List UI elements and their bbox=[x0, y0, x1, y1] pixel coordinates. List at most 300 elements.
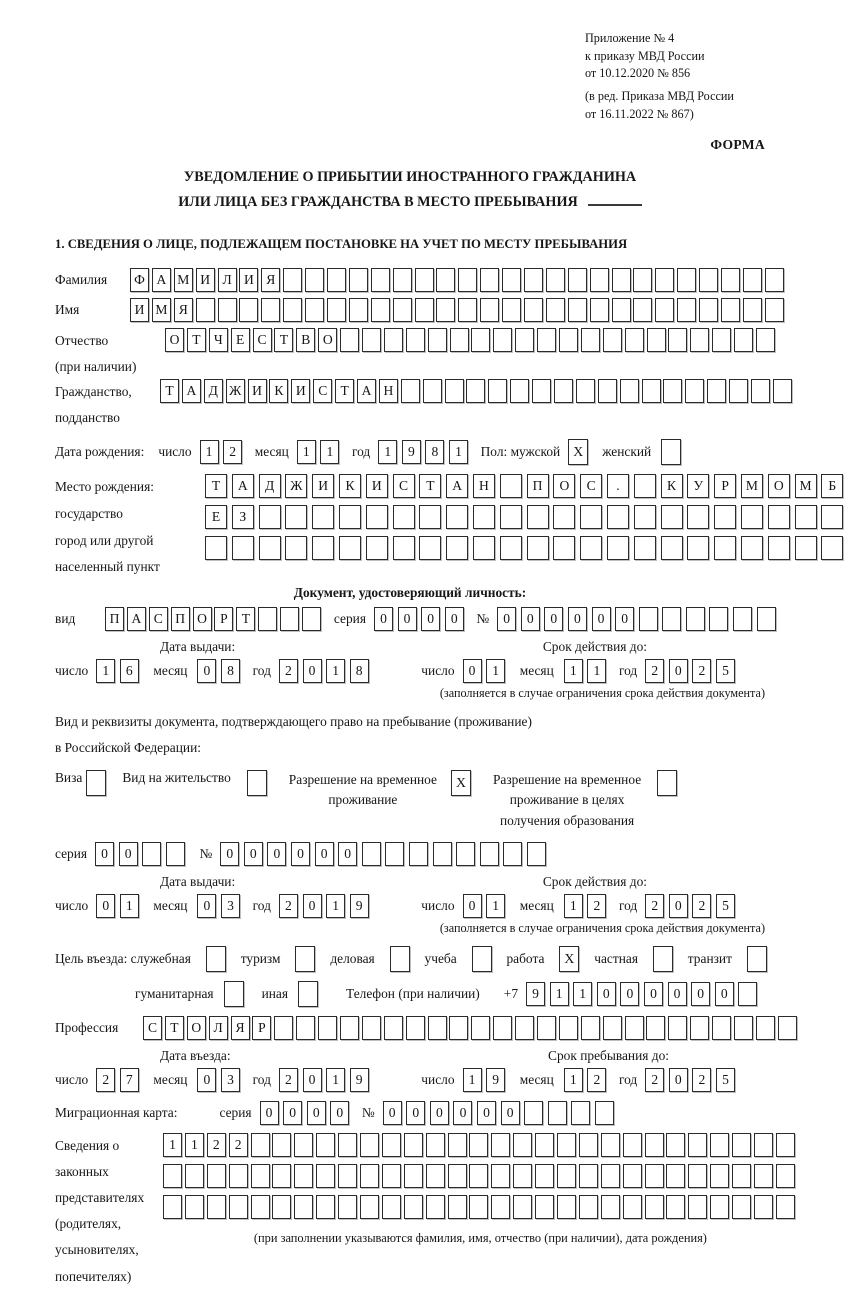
char-cell[interactable]: 2 bbox=[692, 1068, 711, 1092]
char-cell[interactable]: 0 bbox=[338, 842, 357, 866]
char-cell[interactable] bbox=[362, 1016, 381, 1040]
char-cell[interactable]: Р bbox=[252, 1016, 271, 1040]
char-cell[interactable]: Р bbox=[214, 607, 233, 631]
char-cell[interactable] bbox=[623, 1133, 642, 1157]
char-cell[interactable] bbox=[415, 268, 434, 292]
char-cell[interactable]: 3 bbox=[221, 1068, 240, 1092]
char-cell[interactable] bbox=[795, 536, 817, 560]
char-cell[interactable] bbox=[218, 298, 237, 322]
char-cell[interactable] bbox=[751, 379, 770, 403]
char-cell[interactable] bbox=[338, 1133, 357, 1157]
char-cell[interactable] bbox=[285, 505, 307, 529]
purpose-study-checkbox[interactable] bbox=[472, 946, 492, 972]
char-cell[interactable]: К bbox=[269, 379, 288, 403]
char-cell[interactable] bbox=[535, 1195, 554, 1219]
char-cell[interactable]: 0 bbox=[283, 1101, 302, 1125]
char-cell[interactable]: 1 bbox=[163, 1133, 182, 1157]
char-cell[interactable] bbox=[821, 536, 843, 560]
char-cell[interactable] bbox=[503, 842, 522, 866]
char-cell[interactable] bbox=[738, 982, 757, 1006]
char-cell[interactable] bbox=[423, 379, 442, 403]
char-cell[interactable] bbox=[598, 379, 617, 403]
char-cell[interactable] bbox=[666, 1133, 685, 1157]
char-cell[interactable]: 0 bbox=[267, 842, 286, 866]
char-cell[interactable]: 0 bbox=[463, 659, 482, 683]
char-cell[interactable]: С bbox=[149, 607, 168, 631]
char-cell[interactable] bbox=[360, 1164, 379, 1188]
char-cell[interactable]: 2 bbox=[587, 894, 606, 918]
char-cell[interactable] bbox=[362, 328, 381, 352]
char-cell[interactable] bbox=[524, 1101, 543, 1125]
char-cell[interactable] bbox=[686, 607, 705, 631]
char-cell[interactable]: С bbox=[253, 328, 272, 352]
char-cell[interactable] bbox=[553, 536, 575, 560]
char-cell[interactable]: 9 bbox=[350, 1068, 369, 1092]
char-cell[interactable] bbox=[714, 505, 736, 529]
char-cell[interactable] bbox=[316, 1195, 335, 1219]
char-cell[interactable] bbox=[285, 536, 307, 560]
char-cell[interactable] bbox=[623, 1195, 642, 1219]
char-cell[interactable] bbox=[280, 607, 299, 631]
char-cell[interactable] bbox=[446, 536, 468, 560]
char-cell[interactable]: О bbox=[553, 474, 575, 498]
char-cell[interactable]: 1 bbox=[200, 440, 219, 464]
char-cell[interactable] bbox=[661, 505, 683, 529]
char-cell[interactable]: С bbox=[143, 1016, 162, 1040]
char-cell[interactable]: В bbox=[296, 328, 315, 352]
char-cell[interactable] bbox=[634, 474, 656, 498]
char-cell[interactable] bbox=[579, 1164, 598, 1188]
char-cell[interactable] bbox=[677, 298, 696, 322]
char-cell[interactable] bbox=[607, 505, 629, 529]
visa-checkbox[interactable] bbox=[86, 770, 106, 796]
char-cell[interactable] bbox=[239, 298, 258, 322]
char-cell[interactable] bbox=[527, 536, 549, 560]
char-cell[interactable] bbox=[768, 536, 790, 560]
char-cell[interactable]: М bbox=[174, 268, 193, 292]
char-cell[interactable]: У bbox=[687, 474, 709, 498]
char-cell[interactable] bbox=[251, 1164, 270, 1188]
char-cell[interactable] bbox=[601, 1195, 620, 1219]
char-cell[interactable]: 0 bbox=[568, 607, 587, 631]
char-cell[interactable] bbox=[741, 505, 763, 529]
char-cell[interactable] bbox=[524, 298, 543, 322]
char-cell[interactable]: 8 bbox=[221, 659, 240, 683]
char-cell[interactable] bbox=[559, 328, 578, 352]
char-cell[interactable]: 0 bbox=[620, 982, 639, 1006]
char-cell[interactable] bbox=[677, 268, 696, 292]
char-cell[interactable]: 0 bbox=[691, 982, 710, 1006]
char-cell[interactable] bbox=[404, 1133, 423, 1157]
char-cell[interactable]: 1 bbox=[120, 894, 139, 918]
char-cell[interactable] bbox=[142, 842, 161, 866]
char-cell[interactable]: 2 bbox=[692, 659, 711, 683]
char-cell[interactable] bbox=[491, 1164, 510, 1188]
char-cell[interactable]: А bbox=[127, 607, 146, 631]
char-cell[interactable]: О bbox=[768, 474, 790, 498]
char-cell[interactable] bbox=[546, 298, 565, 322]
char-cell[interactable] bbox=[546, 268, 565, 292]
char-cell[interactable] bbox=[419, 505, 441, 529]
char-cell[interactable] bbox=[419, 536, 441, 560]
rvp-education-checkbox[interactable] bbox=[657, 770, 677, 796]
char-cell[interactable]: 0 bbox=[303, 659, 322, 683]
char-cell[interactable] bbox=[272, 1195, 291, 1219]
char-cell[interactable]: 2 bbox=[587, 1068, 606, 1092]
purpose-transit-checkbox[interactable] bbox=[747, 946, 767, 972]
char-cell[interactable] bbox=[382, 1133, 401, 1157]
char-cell[interactable] bbox=[754, 1164, 773, 1188]
char-cell[interactable] bbox=[685, 379, 704, 403]
char-cell[interactable] bbox=[404, 1195, 423, 1219]
char-cell[interactable]: 1 bbox=[564, 894, 583, 918]
char-cell[interactable]: 0 bbox=[291, 842, 310, 866]
char-cell[interactable]: З bbox=[232, 505, 254, 529]
char-cell[interactable] bbox=[340, 328, 359, 352]
char-cell[interactable] bbox=[515, 328, 534, 352]
char-cell[interactable]: 0 bbox=[220, 842, 239, 866]
char-cell[interactable] bbox=[734, 328, 753, 352]
char-cell[interactable] bbox=[488, 379, 507, 403]
char-cell[interactable] bbox=[568, 298, 587, 322]
char-cell[interactable] bbox=[316, 1164, 335, 1188]
char-cell[interactable] bbox=[272, 1164, 291, 1188]
char-cell[interactable]: 2 bbox=[279, 1068, 298, 1092]
char-cell[interactable]: 1 bbox=[564, 659, 583, 683]
char-cell[interactable]: Д bbox=[204, 379, 223, 403]
char-cell[interactable] bbox=[645, 1164, 664, 1188]
char-cell[interactable] bbox=[620, 379, 639, 403]
char-cell[interactable] bbox=[642, 379, 661, 403]
char-cell[interactable] bbox=[554, 379, 573, 403]
char-cell[interactable]: 2 bbox=[207, 1133, 226, 1157]
char-cell[interactable] bbox=[601, 1133, 620, 1157]
purpose-humanitarian-checkbox[interactable] bbox=[224, 981, 244, 1007]
char-cell[interactable] bbox=[645, 1195, 664, 1219]
char-cell[interactable] bbox=[557, 1133, 576, 1157]
char-cell[interactable]: Е bbox=[205, 505, 227, 529]
char-cell[interactable]: 9 bbox=[350, 894, 369, 918]
char-cell[interactable] bbox=[756, 1016, 775, 1040]
char-cell[interactable] bbox=[491, 1195, 510, 1219]
char-cell[interactable] bbox=[732, 1133, 751, 1157]
char-cell[interactable] bbox=[433, 842, 452, 866]
char-cell[interactable]: 0 bbox=[421, 607, 440, 631]
char-cell[interactable]: С bbox=[393, 474, 415, 498]
char-cell[interactable] bbox=[502, 268, 521, 292]
char-cell[interactable]: 0 bbox=[197, 894, 216, 918]
char-cell[interactable] bbox=[568, 268, 587, 292]
char-cell[interactable] bbox=[163, 1164, 182, 1188]
char-cell[interactable] bbox=[795, 505, 817, 529]
char-cell[interactable] bbox=[229, 1164, 248, 1188]
char-cell[interactable] bbox=[729, 379, 748, 403]
char-cell[interactable] bbox=[491, 1133, 510, 1157]
char-cell[interactable] bbox=[349, 298, 368, 322]
char-cell[interactable]: 0 bbox=[398, 607, 417, 631]
char-cell[interactable]: 0 bbox=[307, 1101, 326, 1125]
char-cell[interactable] bbox=[480, 842, 499, 866]
char-cell[interactable] bbox=[732, 1195, 751, 1219]
char-cell[interactable] bbox=[305, 298, 324, 322]
purpose-official-checkbox[interactable] bbox=[206, 946, 226, 972]
char-cell[interactable]: С bbox=[580, 474, 602, 498]
char-cell[interactable] bbox=[634, 505, 656, 529]
char-cell[interactable]: 9 bbox=[402, 440, 421, 464]
char-cell[interactable] bbox=[294, 1133, 313, 1157]
char-cell[interactable]: И bbox=[130, 298, 149, 322]
char-cell[interactable] bbox=[707, 379, 726, 403]
char-cell[interactable]: 0 bbox=[330, 1101, 349, 1125]
char-cell[interactable] bbox=[699, 268, 718, 292]
char-cell[interactable]: Л bbox=[209, 1016, 228, 1040]
char-cell[interactable]: Я bbox=[174, 298, 193, 322]
char-cell[interactable]: С bbox=[313, 379, 332, 403]
char-cell[interactable] bbox=[768, 505, 790, 529]
char-cell[interactable]: 0 bbox=[521, 607, 540, 631]
char-cell[interactable]: 2 bbox=[692, 894, 711, 918]
char-cell[interactable] bbox=[406, 328, 425, 352]
char-cell[interactable]: 0 bbox=[303, 894, 322, 918]
char-cell[interactable]: 1 bbox=[185, 1133, 204, 1157]
char-cell[interactable] bbox=[207, 1164, 226, 1188]
char-cell[interactable] bbox=[690, 1016, 709, 1040]
char-cell[interactable]: 0 bbox=[644, 982, 663, 1006]
char-cell[interactable]: И bbox=[312, 474, 334, 498]
char-cell[interactable] bbox=[733, 607, 752, 631]
char-cell[interactable]: Т bbox=[165, 1016, 184, 1040]
char-cell[interactable] bbox=[668, 1016, 687, 1040]
char-cell[interactable] bbox=[302, 607, 321, 631]
char-cell[interactable] bbox=[339, 505, 361, 529]
char-cell[interactable]: 0 bbox=[260, 1101, 279, 1125]
char-cell[interactable]: 5 bbox=[716, 659, 735, 683]
char-cell[interactable]: 0 bbox=[197, 659, 216, 683]
char-cell[interactable] bbox=[366, 505, 388, 529]
char-cell[interactable]: 2 bbox=[229, 1133, 248, 1157]
char-cell[interactable] bbox=[513, 1195, 532, 1219]
char-cell[interactable] bbox=[205, 536, 227, 560]
char-cell[interactable] bbox=[710, 1164, 729, 1188]
char-cell[interactable] bbox=[687, 505, 709, 529]
purpose-work-checkbox[interactable]: X bbox=[559, 946, 579, 972]
char-cell[interactable] bbox=[480, 268, 499, 292]
char-cell[interactable]: М bbox=[152, 298, 171, 322]
char-cell[interactable]: К bbox=[339, 474, 361, 498]
char-cell[interactable] bbox=[448, 1133, 467, 1157]
residence-permit-checkbox[interactable] bbox=[247, 770, 267, 796]
char-cell[interactable] bbox=[666, 1164, 685, 1188]
char-cell[interactable]: 1 bbox=[463, 1068, 482, 1092]
char-cell[interactable] bbox=[757, 607, 776, 631]
char-cell[interactable]: 0 bbox=[453, 1101, 472, 1125]
char-cell[interactable] bbox=[384, 328, 403, 352]
char-cell[interactable] bbox=[647, 328, 666, 352]
char-cell[interactable] bbox=[259, 505, 281, 529]
char-cell[interactable]: 0 bbox=[715, 982, 734, 1006]
char-cell[interactable] bbox=[513, 1164, 532, 1188]
char-cell[interactable] bbox=[283, 268, 302, 292]
char-cell[interactable] bbox=[274, 1016, 293, 1040]
char-cell[interactable] bbox=[166, 842, 185, 866]
char-cell[interactable] bbox=[294, 1195, 313, 1219]
char-cell[interactable] bbox=[163, 1195, 182, 1219]
char-cell[interactable]: И bbox=[196, 268, 215, 292]
char-cell[interactable] bbox=[401, 379, 420, 403]
sex-female-checkbox[interactable] bbox=[661, 439, 681, 465]
char-cell[interactable] bbox=[502, 298, 521, 322]
char-cell[interactable] bbox=[456, 842, 475, 866]
char-cell[interactable] bbox=[283, 298, 302, 322]
char-cell[interactable]: Я bbox=[231, 1016, 250, 1040]
char-cell[interactable] bbox=[426, 1133, 445, 1157]
char-cell[interactable]: 5 bbox=[716, 1068, 735, 1092]
char-cell[interactable] bbox=[458, 268, 477, 292]
char-cell[interactable] bbox=[259, 536, 281, 560]
char-cell[interactable] bbox=[714, 536, 736, 560]
char-cell[interactable]: 1 bbox=[297, 440, 316, 464]
char-cell[interactable] bbox=[535, 1133, 554, 1157]
char-cell[interactable]: Т bbox=[274, 328, 293, 352]
char-cell[interactable] bbox=[576, 379, 595, 403]
char-cell[interactable] bbox=[821, 505, 843, 529]
char-cell[interactable] bbox=[776, 1133, 795, 1157]
char-cell[interactable]: 6 bbox=[120, 659, 139, 683]
char-cell[interactable] bbox=[261, 298, 280, 322]
char-cell[interactable]: 0 bbox=[119, 842, 138, 866]
char-cell[interactable] bbox=[579, 1133, 598, 1157]
char-cell[interactable] bbox=[532, 379, 551, 403]
char-cell[interactable]: 8 bbox=[350, 659, 369, 683]
char-cell[interactable] bbox=[415, 298, 434, 322]
char-cell[interactable]: 2 bbox=[279, 894, 298, 918]
char-cell[interactable]: Т bbox=[187, 328, 206, 352]
char-cell[interactable] bbox=[404, 1164, 423, 1188]
char-cell[interactable] bbox=[571, 1101, 590, 1125]
char-cell[interactable] bbox=[776, 1164, 795, 1188]
char-cell[interactable]: 0 bbox=[374, 607, 393, 631]
char-cell[interactable] bbox=[473, 505, 495, 529]
char-cell[interactable] bbox=[500, 505, 522, 529]
char-cell[interactable] bbox=[527, 842, 546, 866]
char-cell[interactable] bbox=[449, 1016, 468, 1040]
char-cell[interactable]: 1 bbox=[573, 982, 592, 1006]
char-cell[interactable] bbox=[436, 268, 455, 292]
char-cell[interactable] bbox=[349, 268, 368, 292]
char-cell[interactable]: 0 bbox=[615, 607, 634, 631]
char-cell[interactable] bbox=[590, 268, 609, 292]
char-cell[interactable] bbox=[548, 1101, 567, 1125]
char-cell[interactable] bbox=[312, 505, 334, 529]
char-cell[interactable] bbox=[196, 298, 215, 322]
char-cell[interactable]: 0 bbox=[501, 1101, 520, 1125]
char-cell[interactable] bbox=[469, 1133, 488, 1157]
char-cell[interactable] bbox=[385, 842, 404, 866]
char-cell[interactable]: 1 bbox=[320, 440, 339, 464]
char-cell[interactable] bbox=[623, 1164, 642, 1188]
char-cell[interactable] bbox=[557, 1195, 576, 1219]
char-cell[interactable]: 1 bbox=[587, 659, 606, 683]
char-cell[interactable]: Н bbox=[473, 474, 495, 498]
char-cell[interactable] bbox=[384, 1016, 403, 1040]
char-cell[interactable] bbox=[251, 1133, 270, 1157]
char-cell[interactable] bbox=[305, 268, 324, 292]
char-cell[interactable]: 1 bbox=[326, 894, 345, 918]
char-cell[interactable] bbox=[625, 1016, 644, 1040]
char-cell[interactable]: 1 bbox=[486, 894, 505, 918]
char-cell[interactable] bbox=[590, 298, 609, 322]
char-cell[interactable] bbox=[709, 607, 728, 631]
char-cell[interactable] bbox=[579, 1195, 598, 1219]
char-cell[interactable] bbox=[655, 298, 674, 322]
char-cell[interactable] bbox=[712, 1016, 731, 1040]
char-cell[interactable]: 0 bbox=[430, 1101, 449, 1125]
char-cell[interactable] bbox=[338, 1195, 357, 1219]
char-cell[interactable] bbox=[316, 1133, 335, 1157]
char-cell[interactable] bbox=[480, 298, 499, 322]
char-cell[interactable] bbox=[655, 268, 674, 292]
char-cell[interactable] bbox=[688, 1164, 707, 1188]
char-cell[interactable] bbox=[360, 1133, 379, 1157]
char-cell[interactable] bbox=[612, 298, 631, 322]
purpose-other-checkbox[interactable] bbox=[298, 981, 318, 1007]
char-cell[interactable] bbox=[340, 1016, 359, 1040]
char-cell[interactable] bbox=[360, 1195, 379, 1219]
char-cell[interactable]: П bbox=[527, 474, 549, 498]
char-cell[interactable] bbox=[366, 536, 388, 560]
char-cell[interactable]: О bbox=[165, 328, 184, 352]
char-cell[interactable] bbox=[639, 607, 658, 631]
char-cell[interactable] bbox=[232, 536, 254, 560]
char-cell[interactable]: 1 bbox=[326, 1068, 345, 1092]
char-cell[interactable] bbox=[500, 474, 522, 498]
char-cell[interactable]: 0 bbox=[669, 659, 688, 683]
char-cell[interactable]: А bbox=[232, 474, 254, 498]
char-cell[interactable]: 9 bbox=[526, 982, 545, 1006]
char-cell[interactable] bbox=[710, 1195, 729, 1219]
char-cell[interactable]: 0 bbox=[445, 607, 464, 631]
purpose-tourism-checkbox[interactable] bbox=[295, 946, 315, 972]
char-cell[interactable]: А bbox=[182, 379, 201, 403]
char-cell[interactable]: П bbox=[171, 607, 190, 631]
char-cell[interactable] bbox=[428, 1016, 447, 1040]
char-cell[interactable] bbox=[734, 1016, 753, 1040]
char-cell[interactable] bbox=[272, 1133, 291, 1157]
char-cell[interactable] bbox=[535, 1164, 554, 1188]
char-cell[interactable] bbox=[428, 328, 447, 352]
char-cell[interactable] bbox=[690, 328, 709, 352]
char-cell[interactable] bbox=[688, 1133, 707, 1157]
char-cell[interactable] bbox=[185, 1195, 204, 1219]
char-cell[interactable]: М bbox=[741, 474, 763, 498]
char-cell[interactable] bbox=[710, 1133, 729, 1157]
char-cell[interactable] bbox=[471, 1016, 490, 1040]
char-cell[interactable] bbox=[741, 536, 763, 560]
char-cell[interactable] bbox=[527, 505, 549, 529]
char-cell[interactable] bbox=[448, 1195, 467, 1219]
char-cell[interactable]: Л bbox=[218, 268, 237, 292]
char-cell[interactable] bbox=[473, 536, 495, 560]
char-cell[interactable] bbox=[296, 1016, 315, 1040]
char-cell[interactable]: 2 bbox=[223, 440, 242, 464]
char-cell[interactable]: К bbox=[661, 474, 683, 498]
char-cell[interactable]: 0 bbox=[95, 842, 114, 866]
char-cell[interactable]: 2 bbox=[279, 659, 298, 683]
char-cell[interactable] bbox=[756, 328, 775, 352]
char-cell[interactable] bbox=[559, 1016, 578, 1040]
char-cell[interactable] bbox=[382, 1195, 401, 1219]
char-cell[interactable] bbox=[537, 328, 556, 352]
